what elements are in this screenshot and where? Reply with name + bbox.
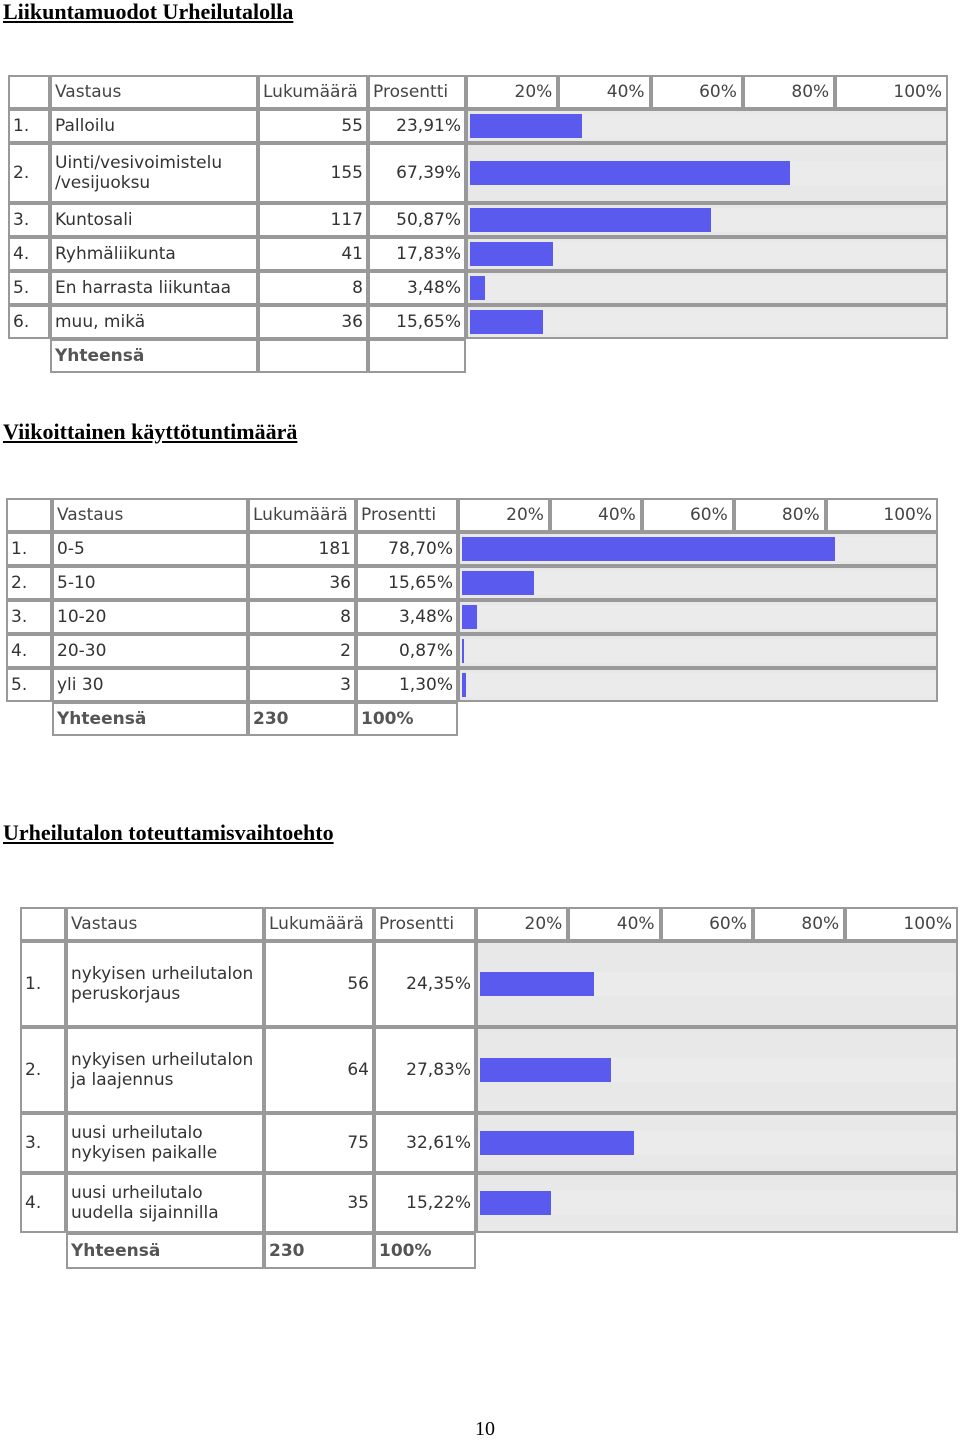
row-percent: 50,87% <box>368 203 466 237</box>
table-row <box>20 941 958 1027</box>
row-answer: uusi urheilutalo uudella sijainnilla <box>66 1173 264 1233</box>
bar-fill <box>480 1191 551 1215</box>
bar-fill <box>480 972 594 996</box>
row-bar-cell <box>476 1113 958 1173</box>
header-index <box>8 75 50 109</box>
results-table <box>6 498 938 736</box>
total-percent <box>368 339 466 373</box>
scale-label: 40% <box>558 75 650 109</box>
row-count: 35 <box>264 1173 374 1233</box>
bar-track <box>460 605 936 629</box>
row-bar-cell <box>458 566 938 600</box>
row-answer: Kuntosali <box>50 203 258 237</box>
results-table <box>8 75 948 373</box>
table-header-row <box>20 907 958 941</box>
row-percent: 15,65% <box>356 566 458 600</box>
table-row <box>8 109 948 143</box>
row-percent: 3,48% <box>368 271 466 305</box>
section-heading: Liikuntamuodot Urheilutalolla <box>3 0 294 24</box>
header-answer: Vastaus <box>50 75 258 109</box>
row-index: 4. <box>20 1173 66 1233</box>
row-count: 36 <box>248 566 356 600</box>
row-bar-cell <box>458 532 938 566</box>
row-index: 3. <box>20 1113 66 1173</box>
row-percent: 78,70% <box>356 532 458 566</box>
row-bar-cell <box>466 203 948 237</box>
row-bar-cell <box>466 237 948 271</box>
table-row <box>8 305 948 339</box>
bar-fill <box>462 639 464 663</box>
row-percent: 3,48% <box>356 600 458 634</box>
bar-fill <box>470 208 711 232</box>
bar-track <box>460 673 936 697</box>
header-answer: Vastaus <box>52 498 248 532</box>
row-index: 4. <box>6 634 52 668</box>
bar-fill <box>480 1131 634 1155</box>
total-blank <box>458 702 938 736</box>
total-blank <box>6 702 52 736</box>
total-count <box>258 339 368 373</box>
total-percent: 100% <box>356 702 458 736</box>
row-count: 64 <box>264 1027 374 1113</box>
row-count: 55 <box>258 109 368 143</box>
header-index <box>20 907 66 941</box>
scale-label: 80% <box>753 907 845 941</box>
row-count: 56 <box>264 941 374 1027</box>
row-count: 181 <box>248 532 356 566</box>
scale-label: 20% <box>476 907 568 941</box>
scale-label: 80% <box>734 498 826 532</box>
total-percent: 100% <box>374 1233 476 1269</box>
table-row <box>6 600 938 634</box>
scale-label: 40% <box>550 498 642 532</box>
table-row <box>20 1113 958 1173</box>
row-answer: 0-5 <box>52 532 248 566</box>
bar-fill <box>462 605 477 629</box>
scale-label: 60% <box>642 498 734 532</box>
row-index: 3. <box>8 203 50 237</box>
bar-fill <box>480 1058 611 1082</box>
table-row <box>6 634 938 668</box>
page-number: 10 <box>475 1418 495 1440</box>
bar-fill <box>462 571 534 595</box>
total-blank <box>466 339 948 373</box>
row-count: 8 <box>258 271 368 305</box>
row-percent: 15,65% <box>368 305 466 339</box>
table-total-row <box>20 1233 958 1269</box>
row-count: 2 <box>248 634 356 668</box>
row-percent: 24,35% <box>374 941 476 1027</box>
total-label: Yhteensä <box>66 1233 264 1269</box>
table-row <box>6 532 938 566</box>
total-blank <box>476 1233 958 1269</box>
bar-track <box>460 639 936 663</box>
bar-fill <box>462 673 466 697</box>
row-index: 1. <box>20 941 66 1027</box>
row-percent: 67,39% <box>368 143 466 203</box>
bar-fill <box>470 114 582 138</box>
row-count: 8 <box>248 600 356 634</box>
header-percent: Prosentti <box>356 498 458 532</box>
row-index: 1. <box>8 109 50 143</box>
bar-fill <box>470 310 543 334</box>
row-count: 3 <box>248 668 356 702</box>
table-row <box>6 668 938 702</box>
row-count: 117 <box>258 203 368 237</box>
table-total-row <box>8 339 948 373</box>
section-heading: Viikoittainen käyttötuntimäärä <box>3 419 298 444</box>
total-blank <box>20 1233 66 1269</box>
results-table <box>20 907 958 1269</box>
row-percent: 15,22% <box>374 1173 476 1233</box>
total-blank <box>8 339 50 373</box>
table-row <box>8 143 948 203</box>
row-bar-cell <box>458 634 938 668</box>
row-answer: yli 30 <box>52 668 248 702</box>
row-answer: muu, mikä <box>50 305 258 339</box>
row-bar-cell <box>466 143 948 203</box>
table-row <box>8 271 948 305</box>
row-answer: 5-10 <box>52 566 248 600</box>
bar-fill <box>470 242 553 266</box>
row-index: 2. <box>8 143 50 203</box>
total-count: 230 <box>264 1233 374 1269</box>
row-answer: nykyisen urheilutalon ja laajennus <box>66 1027 264 1113</box>
bar-fill <box>470 161 790 185</box>
scale-label: 40% <box>568 907 660 941</box>
section-heading: Urheilutalon toteuttamisvaihtoehto <box>3 820 334 845</box>
row-percent: 23,91% <box>368 109 466 143</box>
header-index <box>6 498 52 532</box>
total-label: Yhteensä <box>50 339 258 373</box>
header-count: Lukumäärä <box>248 498 356 532</box>
row-index: 6. <box>8 305 50 339</box>
row-answer: 10-20 <box>52 600 248 634</box>
scale-label: 60% <box>661 907 753 941</box>
header-percent: Prosentti <box>368 75 466 109</box>
scale-label: 20% <box>458 498 550 532</box>
table-row <box>8 237 948 271</box>
scale-label: 80% <box>743 75 835 109</box>
row-index: 1. <box>6 532 52 566</box>
table-header-row <box>6 498 938 532</box>
header-count: Lukumäärä <box>258 75 368 109</box>
row-bar-cell <box>466 109 948 143</box>
scale-label: 20% <box>466 75 558 109</box>
table-row <box>8 203 948 237</box>
row-count: 41 <box>258 237 368 271</box>
row-bar-cell <box>466 305 948 339</box>
table-total-row <box>6 702 938 736</box>
bar-fill <box>462 537 835 561</box>
row-answer: Palloilu <box>50 109 258 143</box>
row-answer: Uinti/vesivoimistelu /vesijuoksu <box>50 143 258 203</box>
row-answer: Ryhmäliikunta <box>50 237 258 271</box>
header-count: Lukumäärä <box>264 907 374 941</box>
row-bar-cell <box>466 271 948 305</box>
row-answer: uusi urheilutalo nykyisen paikalle <box>66 1113 264 1173</box>
header-answer: Vastaus <box>66 907 264 941</box>
table-row <box>20 1173 958 1233</box>
row-percent: 17,83% <box>368 237 466 271</box>
row-answer: En harrasta liikuntaa <box>50 271 258 305</box>
bar-track <box>468 276 946 300</box>
row-bar-cell <box>476 1027 958 1113</box>
total-count: 230 <box>248 702 356 736</box>
header-percent: Prosentti <box>374 907 476 941</box>
row-index: 4. <box>8 237 50 271</box>
bar-fill <box>470 276 485 300</box>
scale-label: 100% <box>835 75 948 109</box>
table-row <box>20 1027 958 1113</box>
row-index: 5. <box>6 668 52 702</box>
scale-label: 100% <box>826 498 938 532</box>
row-percent: 0,87% <box>356 634 458 668</box>
row-index: 2. <box>6 566 52 600</box>
total-label: Yhteensä <box>52 702 248 736</box>
row-bar-cell <box>476 1173 958 1233</box>
table-header-row <box>8 75 948 109</box>
row-count: 155 <box>258 143 368 203</box>
row-percent: 27,83% <box>374 1027 476 1113</box>
row-bar-cell <box>458 668 938 702</box>
row-percent: 1,30% <box>356 668 458 702</box>
table-row <box>6 566 938 600</box>
row-count: 75 <box>264 1113 374 1173</box>
scale-label: 100% <box>845 907 958 941</box>
row-index: 5. <box>8 271 50 305</box>
row-count: 36 <box>258 305 368 339</box>
row-answer: 20-30 <box>52 634 248 668</box>
scale-label: 60% <box>651 75 743 109</box>
row-answer: nykyisen urheilutalon peruskorjaus <box>66 941 264 1027</box>
row-index: 3. <box>6 600 52 634</box>
row-bar-cell <box>476 941 958 1027</box>
row-bar-cell <box>458 600 938 634</box>
row-index: 2. <box>20 1027 66 1113</box>
row-percent: 32,61% <box>374 1113 476 1173</box>
